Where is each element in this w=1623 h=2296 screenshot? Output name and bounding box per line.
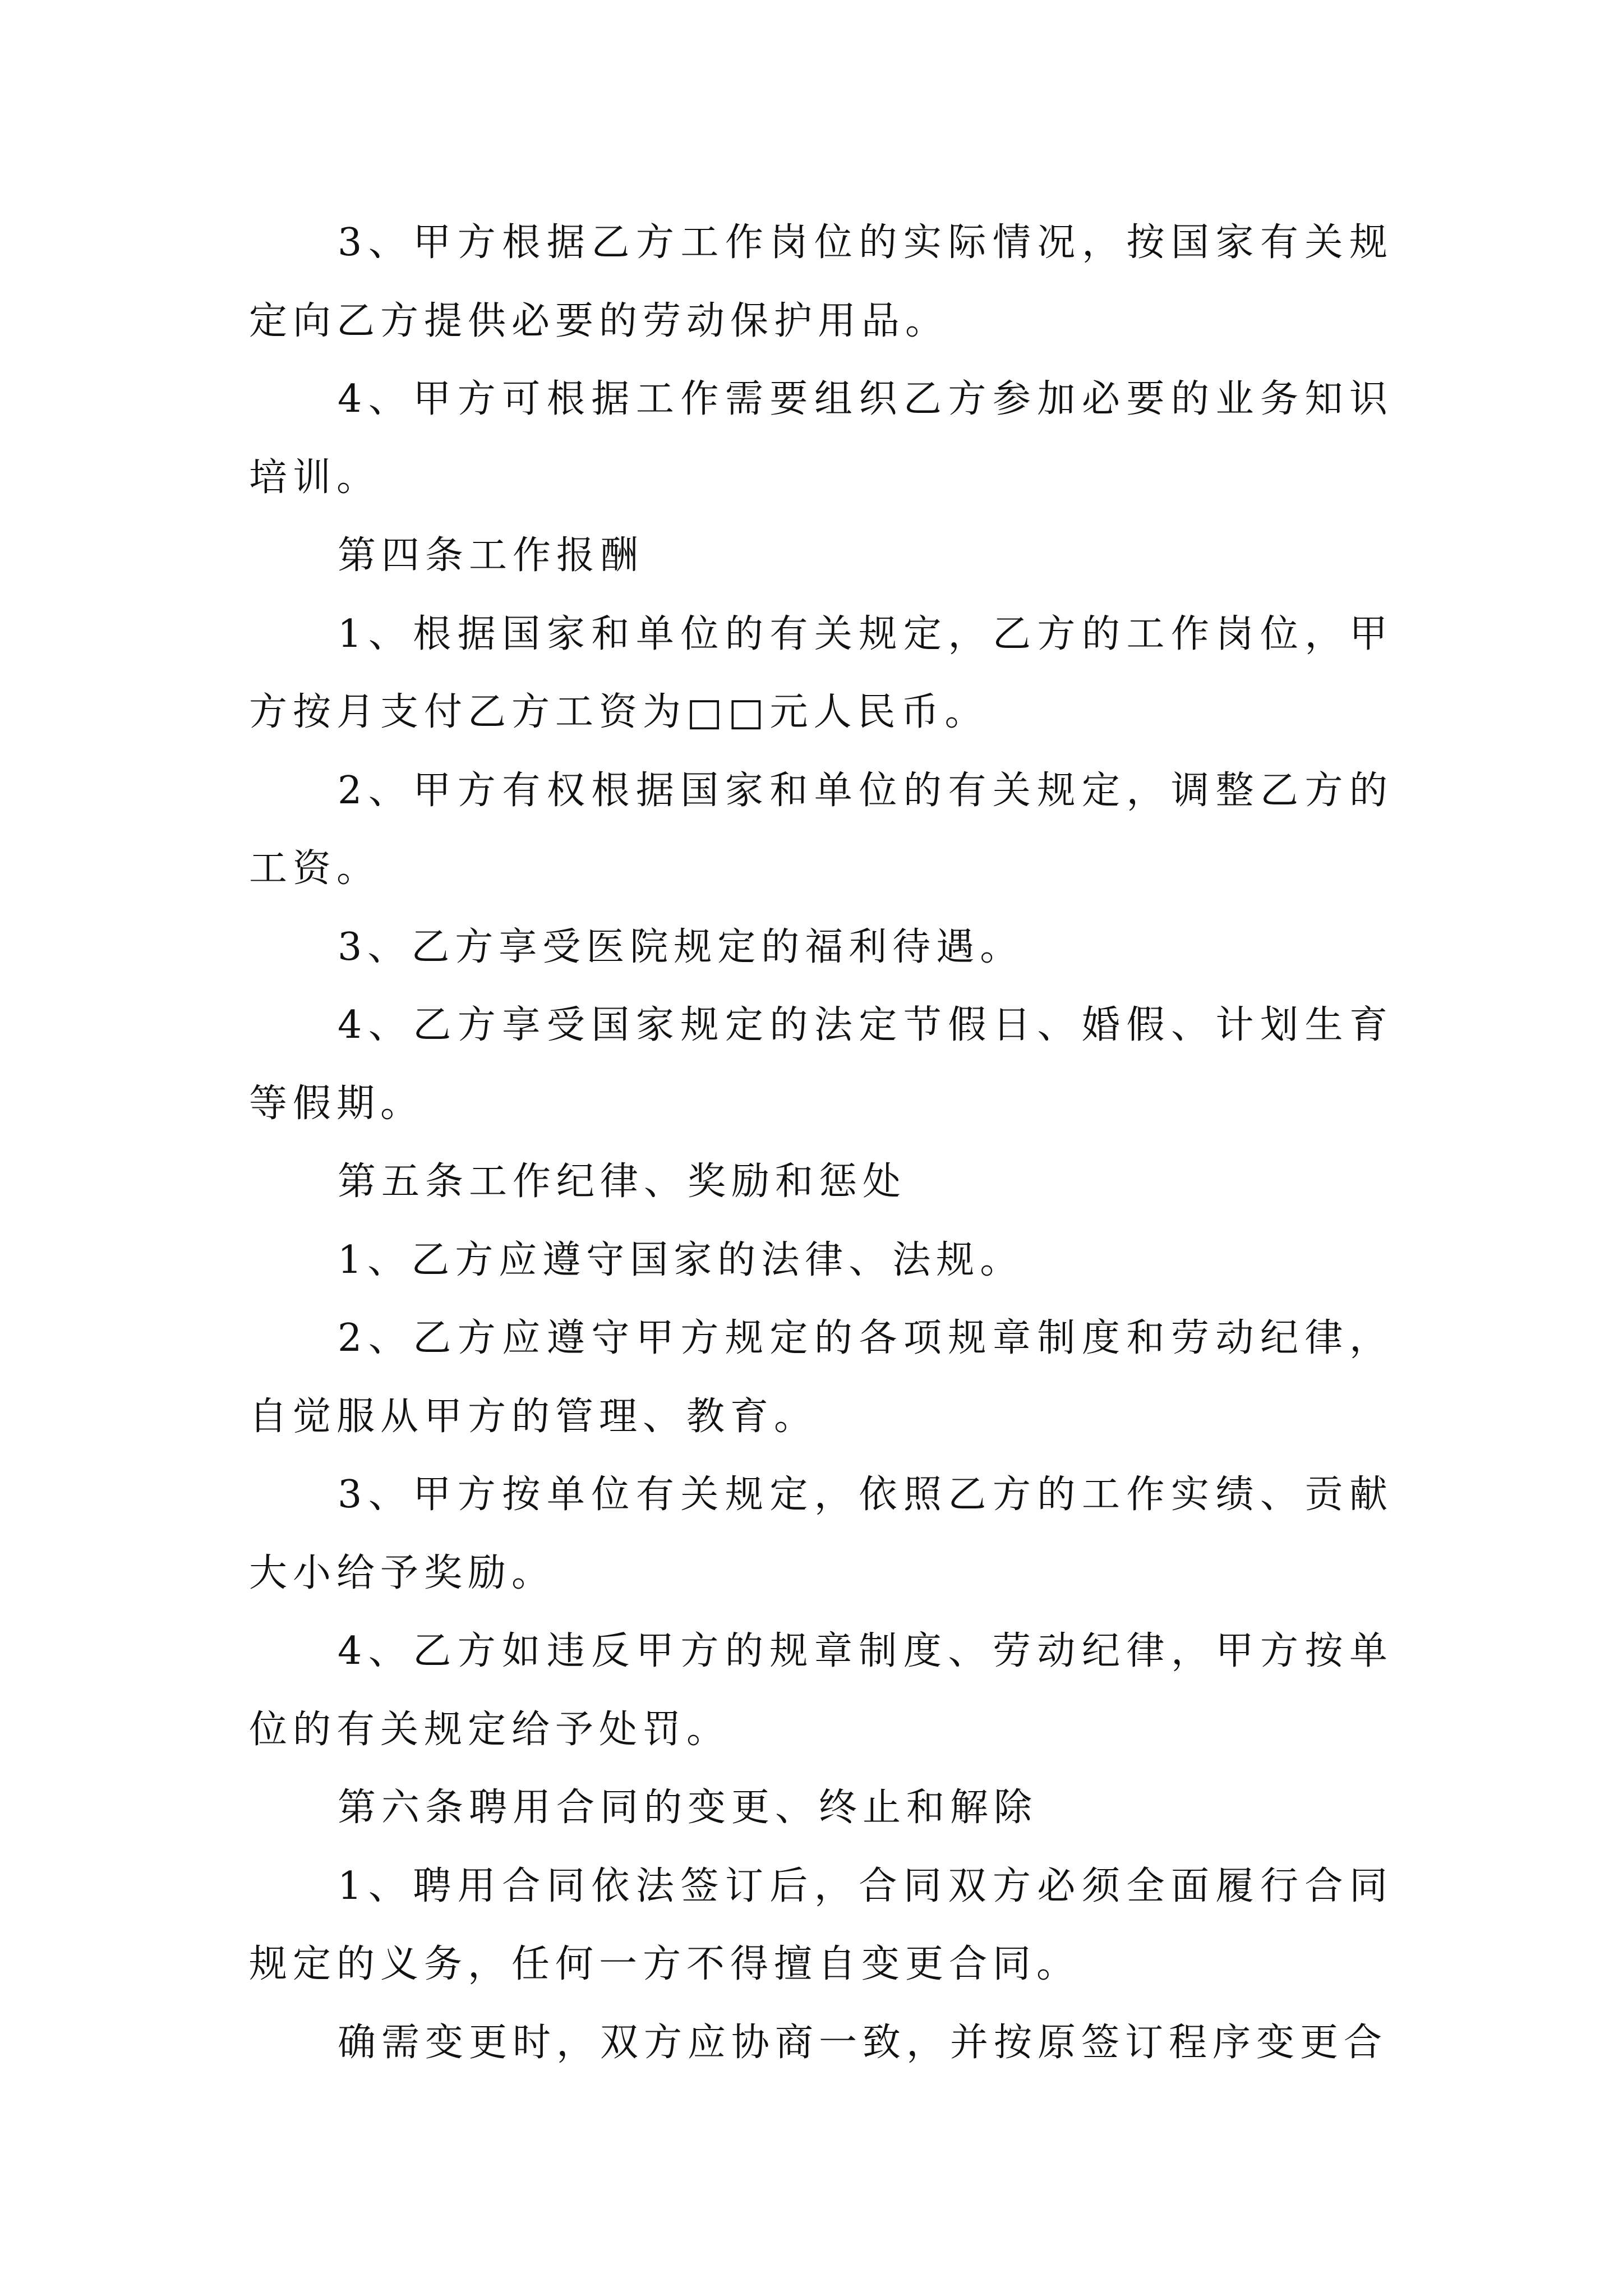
paragraph-article5-item3: 3、甲方按单位有关规定，依照乙方的工作实绩、贡献大小给予奖励。 [249, 1473, 1393, 1595]
document-page [249, 204, 1393, 2082]
paragraph-article5-item2: 2、乙方应遵守甲方规定的各项规章制度和劳动纪律，自觉服从甲方的管理、教育。 [249, 1316, 1393, 1439]
heading-article6: 第六条聘用合同的变更、终止和解除 [338, 1786, 1038, 1830]
heading-article5: 第五条工作纪律、奖励和惩处 [338, 1159, 907, 1204]
paragraph-article5-item4: 4、乙方如违反甲方的规章制度、劳动纪律，甲方按单位的有关规定给予处罚。 [249, 1629, 1393, 1752]
paragraph-article4-item3: 3、乙方享受医院规定的福利待遇。 [338, 924, 1024, 969]
paragraph-article6-item1: 1、聘用合同依法签订后，合同双方必须全面履行合同规定的义务，任何一方不得擅自变更合同。 [249, 1864, 1393, 1986]
paragraph-article4-item2: 2、甲方有权根据国家和单位的有关规定，调整乙方的工资。 [249, 768, 1393, 891]
paragraph-article3-item3: 3、甲方根据乙方工作岗位的实际情况，按国家有关规定向乙方提供必要的劳动保护用品。 [249, 220, 1393, 343]
paragraph-article6-continuation: 确需变更时，双方应协商一致，并按原签订程序变更合 [338, 2020, 1388, 2065]
paragraph-article3-item4: 4、甲方可根据工作需要组织乙方参加必要的业务知识培训。 [249, 377, 1393, 500]
heading-article4: 第四条工作报酬 [338, 533, 644, 578]
paragraph-article4-item1: 1、根据国家和单位的有关规定，乙方的工作岗位，甲方按月支付乙方工资为□□元人民币。 [249, 611, 1393, 734]
paragraph-article5-item1: 1、乙方应遵守国家的法律、法规。 [338, 1237, 1024, 1282]
paragraph-article4-item4: 4、乙方享受国家规定的法定节假日、婚假、计划生育等假期。 [249, 1003, 1393, 1126]
